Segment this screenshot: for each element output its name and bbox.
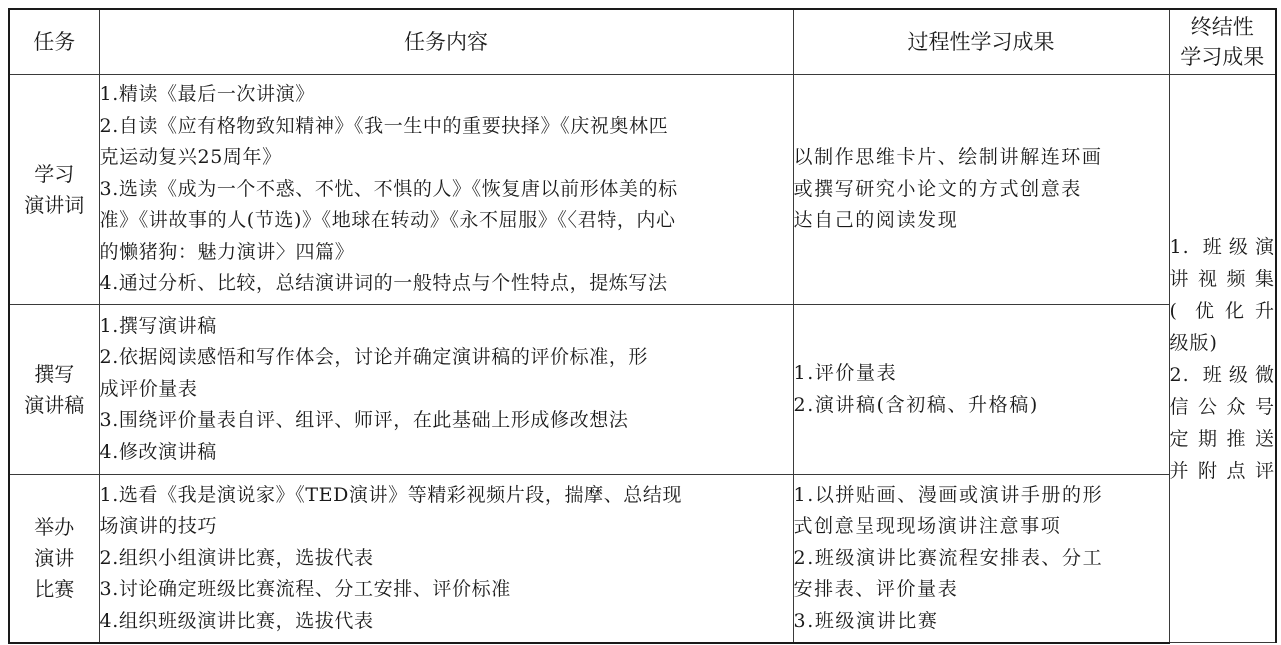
task-content-write-speech: 1.撰写演讲稿 2.依据阅读感悟和写作体会，讨论并确定演讲稿的评价标准，形 成评价量表 3.围绕评价量表自评、组评、师评，在此基础上形成修改想法 4.修改演讲稿 — [99, 305, 793, 475]
task-content-study-speech: 1.精读《最后一次讲演》 2.自读《应有格物致知精神》《我一生中的重要抉择》《庆祝奥林匹 克运动复兴25周年》 3.选读《成为一个不惑、不忧、不惧的人》《恢复唐以前形体美的标 准》《讲故事的人(节选)》《地球在转动》《永不屈服》《〈君特，内心 的懒猪狗：魅力演讲〉四篇》 4.通过分析、比较，总结演讲词的一般特点与个性特点，提炼写法 — [99, 75, 793, 305]
final-outcome: 1. 班级演 讲视频集 ( 优化升 级版) 2. 班级微 信公众号 定期推送 并附点评 — [1169, 75, 1276, 643]
task-name-hold-contest: 举办 演讲 比赛 — [9, 475, 99, 643]
table-row — [9, 475, 1276, 643]
task-table — [8, 8, 1277, 644]
task-name-write-speech: 撰写 演讲稿 — [9, 305, 99, 475]
header-task: 任务 — [9, 9, 99, 75]
process-outcome-hold-contest: 1.以拼贴画、漫画或演讲手册的形 式创意呈现现场演讲注意事项 2.班级演讲比赛流程安排表、分工 安排表、评价量表 3.班级演讲比赛 — [793, 475, 1169, 643]
header-content: 任务内容 — [99, 9, 793, 75]
process-outcome-write-speech: 1.评价量表 2.演讲稿(含初稿、升格稿) — [793, 305, 1169, 475]
header-process-outcome: 过程性学习成果 — [793, 9, 1169, 75]
task-content-hold-contest: 1.选看《我是演说家》《TED演讲》等精彩视频片段，揣摩、总结现 场演讲的技巧 2.组织小组演讲比赛，选拔代表 3.讨论确定班级比赛流程、分工安排、评价标准 4.组织班级演讲比赛，选拔代表 — [99, 475, 793, 643]
table-row — [9, 305, 1276, 475]
header-final-outcome: 终结性 学习成果 — [1169, 9, 1276, 75]
process-outcome-study-speech: 以制作思维卡片、绘制讲解连环画 或撰写研究小论文的方式创意表 达自己的阅读发现 — [793, 75, 1169, 305]
header-row — [9, 9, 1276, 75]
task-name-study-speech: 学习 演讲词 — [9, 75, 99, 305]
table-row — [9, 75, 1276, 305]
